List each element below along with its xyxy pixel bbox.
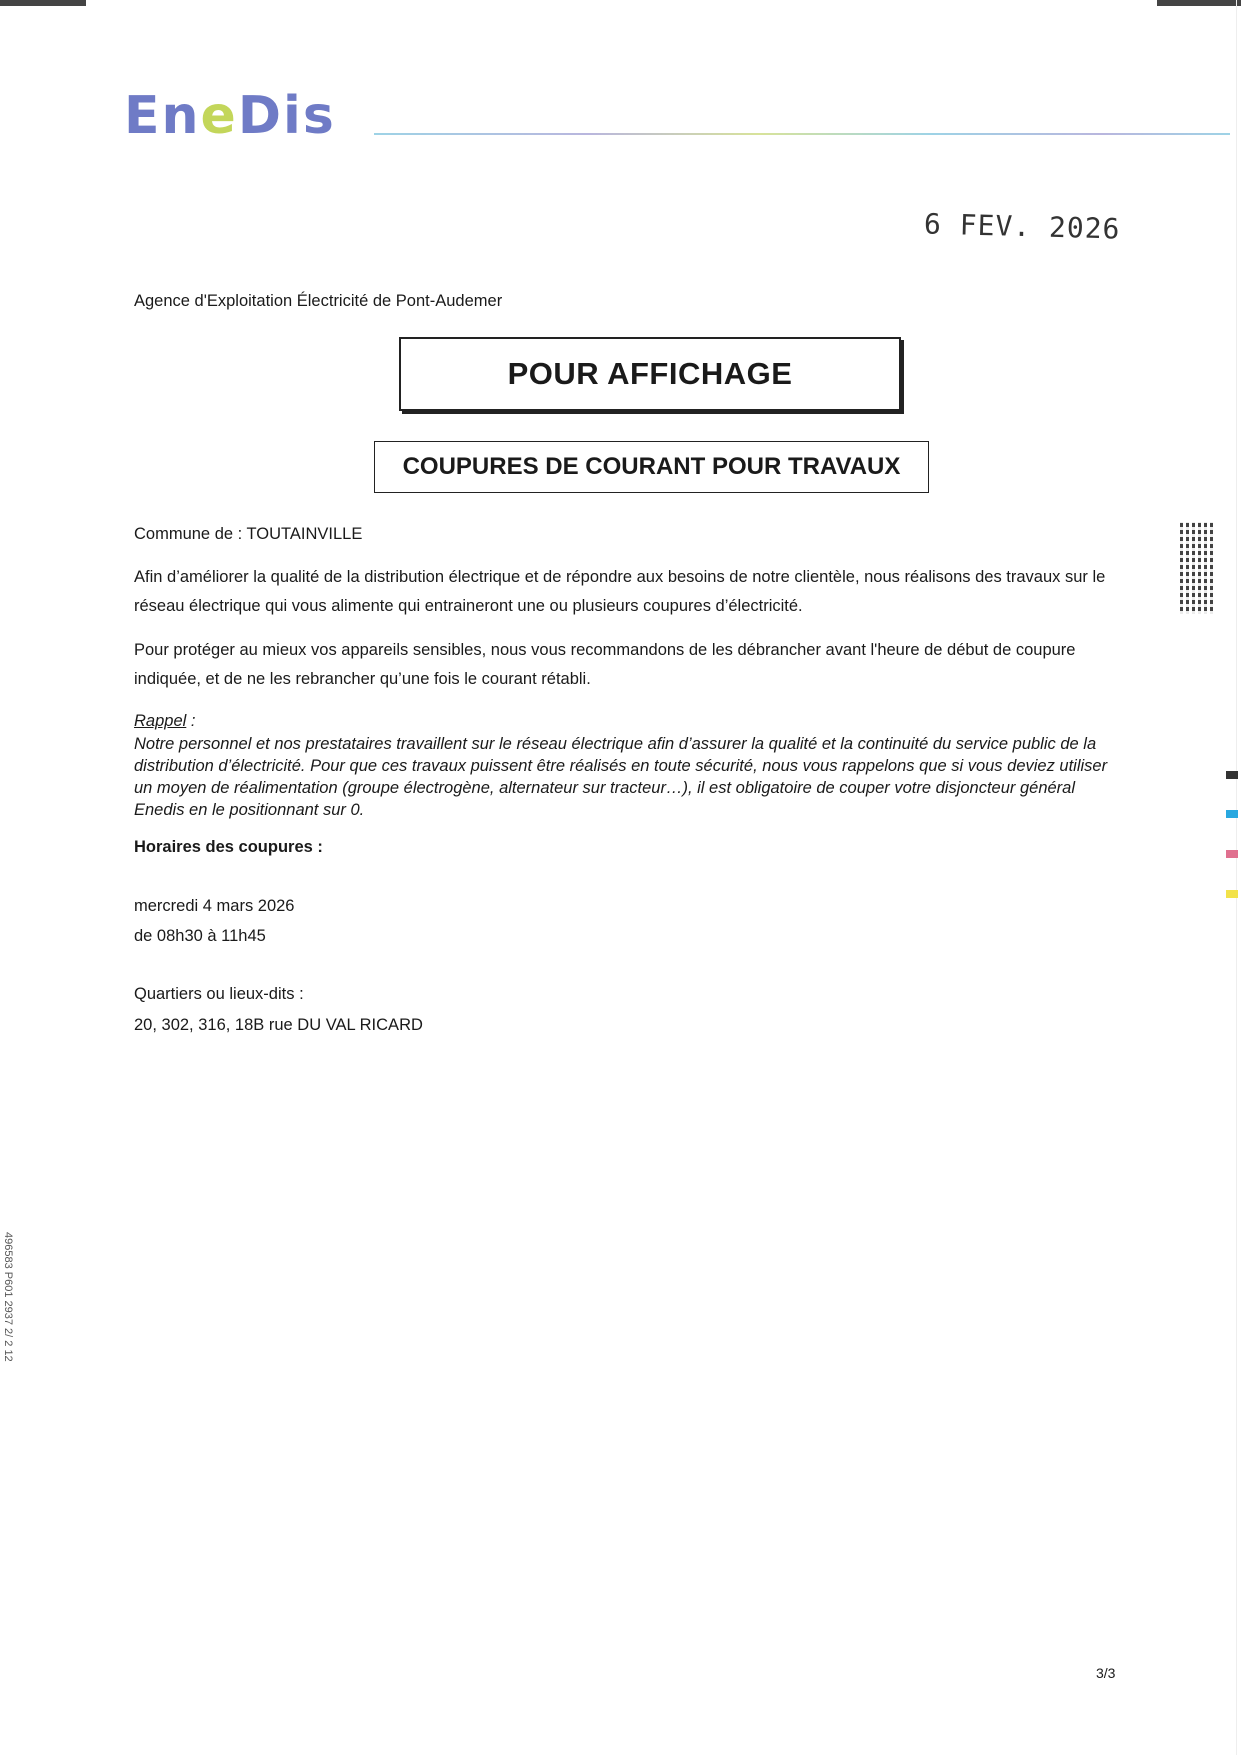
scan-edge-right [1157, 0, 1241, 6]
margin-tracking-code: 496583 P601 2937 2/ 2 12 [2, 1232, 14, 1362]
rappel-label: Rappel [134, 712, 187, 730]
page-title: POUR AFFICHAGE [507, 356, 793, 391]
outage-date: mercredi 4 mars 2026 [134, 897, 295, 915]
logo-part-3: Dis [237, 86, 336, 146]
enedis-logo [124, 86, 336, 146]
rappel-colon: : [186, 712, 196, 730]
page-number: 3/3 [1096, 1665, 1116, 1681]
rappel-label-line [134, 710, 1130, 732]
logo-rule [374, 133, 1230, 135]
date-stamp: 6 FEV. 2026 [923, 207, 1121, 246]
color-mark-magenta [1226, 850, 1238, 858]
rappel-text: Notre personnel et nos prestataires travaillent sur le réseau électrique afin d’assurer la qualité et la continuité du service public de la distribution d’électricité. Pour que ces travaux puissent être réalisés en toute sécurité, nous vous rappelons que si vous deviez utiliser un moyen de réalimentation (groupe électrogène, alternateur sur tracteur…), il est obligatoire de couper votre disjoncteur général Enedis en le positionnant sur 0. [134, 735, 1108, 819]
logo-part-1: En [124, 86, 201, 146]
outage-time: de 08h30 à 11h45 [134, 927, 266, 945]
color-mark-cyan [1226, 810, 1238, 818]
page-subtitle: COUPURES DE COURANT POUR TRAVAUX [402, 453, 901, 480]
logo-part-2: e [200, 86, 238, 146]
subtitle-box [374, 441, 929, 493]
datamatrix-code [1180, 522, 1216, 614]
quartiers-value: 20, 302, 316, 18B rue DU VAL RICARD [134, 1016, 423, 1034]
quartiers-label: Quartiers ou lieux-dits : [134, 985, 304, 1003]
agency-name: Agence d'Exploitation Électricité de Pont-Audemer [134, 292, 503, 310]
scan-edge-left [0, 0, 86, 6]
paragraph-intro: Afin d’améliorer la qualité de la distribution électrique et de répondre aux besoins de notre clientèle, nous réalisons des travaux sur le réseau électrique qui vous alimente qui entraineront une ou plusieurs coupures d’électricité. [134, 568, 1106, 615]
color-mark-yellow [1226, 890, 1238, 898]
title-box [399, 337, 901, 411]
commune-line: Commune de : TOUTAINVILLE [134, 525, 363, 543]
horaires-heading: Horaires des coupures : [134, 838, 323, 856]
paragraph-advice: Pour protéger au mieux vos appareils sensibles, nous vous recommandons de les débrancher avant l'heure de début de coupure indiquée, et de ne les rebrancher qu’une fois le courant rétabli. [134, 641, 1076, 688]
color-mark-black [1226, 771, 1238, 779]
scan-edge-line [1236, 0, 1237, 1755]
